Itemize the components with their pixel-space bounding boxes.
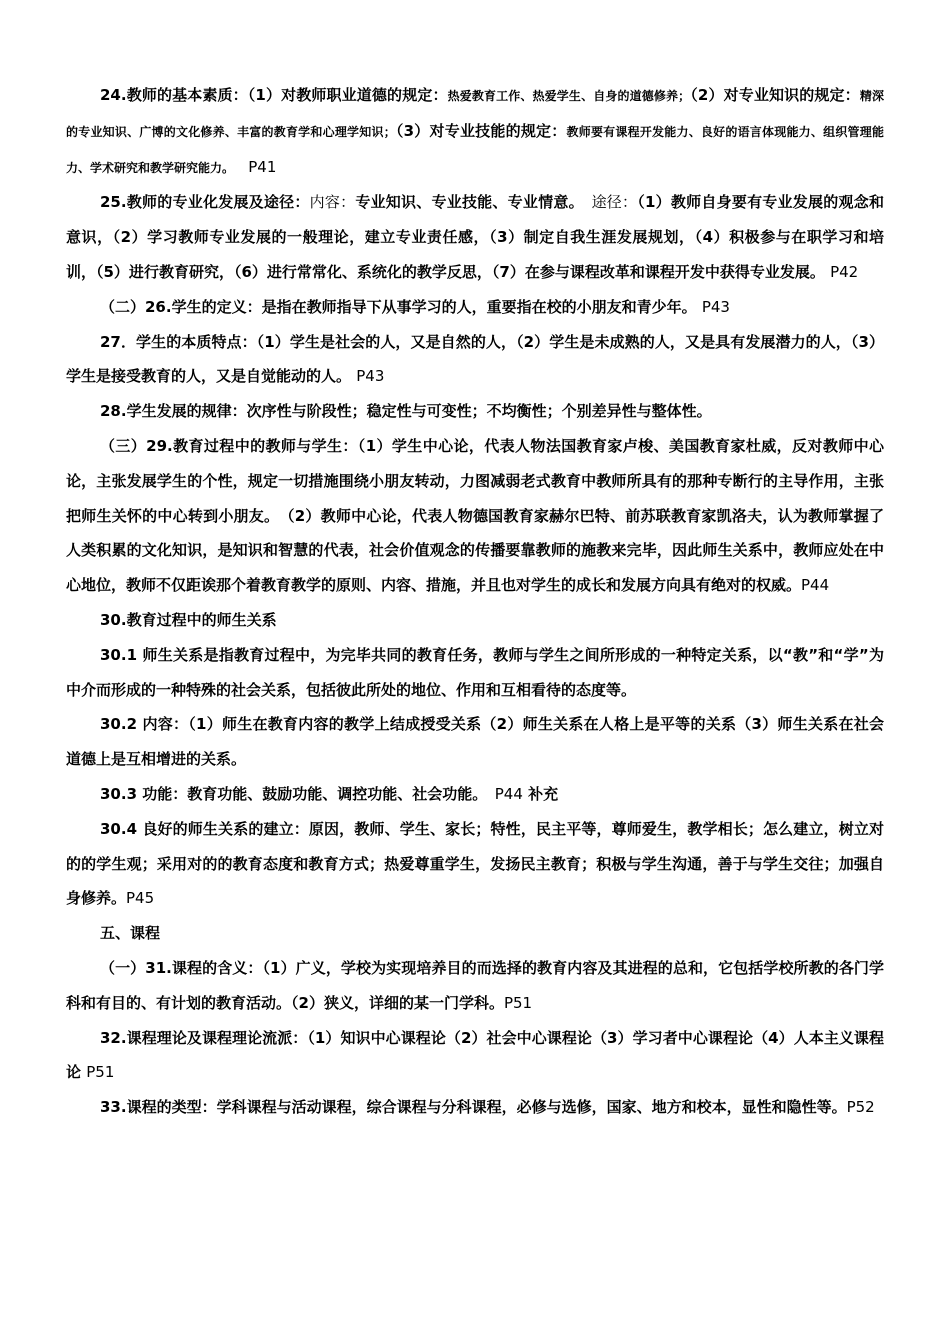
p24-part-a: 24.教师的基本素质：（1）对教师职业道德的规定： — [100, 86, 448, 104]
paragraph-30-2 — [66, 707, 884, 777]
p25-part-d: 途径： — [591, 193, 638, 212]
p30-3-text: 30.3 功能：教育功能、鼓励功能、调控功能、社会功能。 — [100, 784, 480, 803]
p33-page-ref: P52 — [846, 1098, 875, 1117]
p25-part-b: 内容： — [309, 193, 356, 212]
p28-text: 28.学生发展的规律：次序性与阶段性；稳定性与可变性；不均衡性；个别差异性与整体性。 — [100, 402, 712, 421]
p29-text: （三）29.教育过程中的教师与学生：（1）学生中心论，代表人物法国教育家卢梭、美国教育家杜威，反对教师中心论，主张发展学生的个性，规定一切措施围绕小朋友转动，力图减弱老式教育中教师所具有的那种专断行的主导作用，主张把师生关怀的中心转到小朋友。 （2）教师中心论，代表人物德国教育家赫尔巴特、前苏联教育家凯洛夫，认为教师掌握了人类积累的文化知识，是知识和智慧的代表，社会价值观念的传播要靠教师的施教来完毕，因此师生关系中，教师应处在中心地位，教师不仅距诶那个着教育教学的原则、内容、措施，并且也对学生的成长和发展方向具有绝对的权威。 — [66, 436, 884, 595]
p33-text: 33.课程的类型：学科课程与活动课程，综合课程与分科课程，必修与选修，国家、地方和校本，显性和隐性等。 — [100, 1098, 847, 1117]
paragraph-30-1 — [66, 638, 884, 708]
p30-3-supplement: 补充 — [528, 784, 559, 803]
p27-text: 27．学生的本质特点：（1）学生是社会的人，又是自然的人，（2）学生是未成熟的人，又是具有发展潜力的人，（3）学生是接受教育的人，又是自觉能动的人。 — [66, 332, 884, 386]
p30-4-text: 30.4 良好的师生关系的建立：原因，教师、学生、家长；特性，民主平等，尊师爱生，教学相长；怎么建立，树立对的的学生观；采用对的的教育态度和教育方式；热爱尊重学生，发扬民主教育；积极与学生沟通，善于与学生交往；加强自身修养。 — [66, 819, 884, 908]
p30-heading: 30.教育过程中的师生关系 — [100, 610, 277, 629]
p32-page-ref: P51 — [86, 1063, 115, 1082]
p25-part-a: 25.教师的专业化发展及途径： — [100, 193, 310, 212]
paragraph-28 — [66, 394, 884, 429]
p24-part-b: 热爱教育工作、热爱学生、自身的道德修养； — [447, 89, 691, 103]
p24-page-ref: P41 — [248, 157, 277, 176]
p27-page-ref: P43 — [356, 367, 385, 386]
paragraph-29 — [66, 429, 884, 603]
p24-part-f: 教师要有课程开发能力、良好的语言体现能力、组织管理能力、学术研究和教学研究能力。 — [66, 124, 884, 175]
paragraph-31 — [66, 951, 884, 1021]
paragraph-30 — [66, 603, 884, 638]
paragraph-32 — [66, 1021, 884, 1091]
p24-part-d: 精深的专业知识、广博的文化修养、丰富的教育学和心理学知识； — [66, 89, 884, 139]
paragraph-33 — [66, 1090, 884, 1125]
p26-page-ref: P43 — [701, 297, 730, 316]
p31-text: （一）31.课程的含义：（1）广义，学校为实现培养目的而选择的教育内容及其进程的总和，它包括学校所教的各门学科和有目的、有计划的教育活动。（2）狭义，详细的某一门学科。 — [66, 958, 884, 1012]
paragraph-27 — [66, 325, 884, 395]
p29-page-ref: P44 — [801, 576, 830, 595]
p25-part-e: （1）教师自身要有专业发展的观念和意识，（2）学习教师专业发展的一般理论，建立专业责任感，（3）制定自我生涯发展规划，（4）积极参与在职学习和培训，（5）进行教育研究，（6）进行常常化、系统化的教学反思，（7）在参与课程改革和课程开发中获得专业发展。 — [66, 193, 884, 281]
p25-page-ref: P42 — [830, 262, 859, 281]
p24-part-e: （3）对专业技能的规定： — [395, 121, 567, 140]
p31-page-ref: P51 — [503, 993, 533, 1012]
p30-3-page-ref: P44 — [494, 784, 523, 803]
paragraph-24 — [66, 78, 884, 185]
p30-4-page-ref: P45 — [126, 889, 155, 908]
section-5-title: 五、课程 — [100, 924, 161, 943]
p30-1-text: 30.1 师生关系是指教育过程中，为完毕共同的教育任务，教师与学生之间所形成的一种特定关系，以“教”和“学”为中介而形成的一种特殊的社会关系，包括彼此所处的地位、作用和互相看待的态度等。 — [66, 645, 884, 699]
p24-part-c: （2）对专业知识的规定： — [690, 86, 860, 104]
paragraph-30-3 — [66, 777, 884, 812]
p26-text: （二）26.学生的定义：是指在教师指导下从事学习的人，重要指在校的小朋友和青少年。 — [100, 297, 697, 316]
section-heading-5 — [66, 916, 884, 951]
p30-2-text: 30.2 内容：（1）师生在教育内容的教学上结成授受关系（2）师生关系在人格上是平等的关系（3）师生关系在社会道德上是互相增进的关系。 — [66, 715, 884, 769]
paragraph-26 — [66, 290, 884, 325]
p32-text: 32.课程理论及课程理论流派：（1）知识中心课程论（2）社会中心课程论（3）学习者中心课程论（4）人本主义课程论 — [66, 1028, 884, 1082]
paragraph-25 — [66, 185, 884, 289]
paragraph-30-4 — [66, 812, 884, 916]
p25-part-c: 专业知识、专业技能、专业情意。 — [355, 193, 577, 212]
